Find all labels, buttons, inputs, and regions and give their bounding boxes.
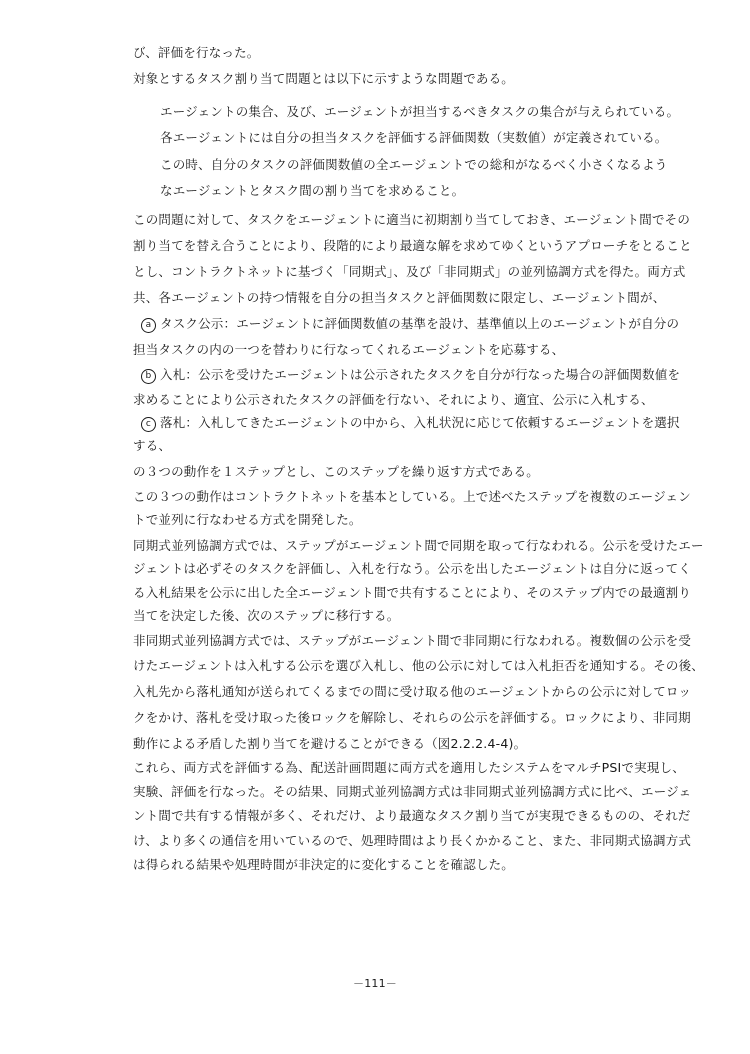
text-line: 共、各エージェントの持つ情報を自分の担当タスクと評価関数に限定し、エージェント間が、 <box>133 290 666 305</box>
text-line: する、 <box>133 438 172 453</box>
text-line: 求めることにより公示されたタスクの評価を行ない、それにより、適宜、公示に入札する、 <box>133 392 654 407</box>
text-line: ジェントは必ずそのタスクを評価し、入札を行なう。公示を出したエージェントは自分に返ってく <box>133 561 692 576</box>
text-line: とし、コントラクトネットに基づく「同期式」、及び「非同期式」の並列協調方式を得た。両方式 <box>133 264 686 279</box>
text-line: 実験、評価を行なった。その結果、同期式並列協調方式は非同期式並列協調方式に比べ、エージェ <box>133 784 692 799</box>
definition-line: この時、自分のタスクの評価関数値の全エージェントでの総和がなるべく小さくなるよう <box>160 157 668 172</box>
definition-line: なエージェントとタスク間の割り当てを求めること。 <box>160 183 465 198</box>
text-line: 入札先から落札通知が送られてくるまでの間に受け取る他のエージェントからの公示に対してロッ <box>133 684 692 699</box>
text-line: 動作による矛盾した割り当てを避けることができる（図2.2.2.4-4)。 <box>133 736 527 751</box>
text-line: この問題に対して、タスクをエージェントに適当に初期割り当てしておき、エージェント間でその <box>133 212 691 227</box>
circled-a-marker: a <box>141 318 156 333</box>
text-line: び、評価を行なった。 <box>133 45 260 60</box>
list-item-text: 入札：公示を受けたエージェントは公示されたタスクを自分が行なった場合の評価関数値を <box>160 367 681 382</box>
text-line: ント間で共有する情報が多く、それだけ、より最適なタスク割り当てが実現できるものの、それだ <box>133 808 691 823</box>
text-line: クをかけ、落札を受け取った後ロックを解除し、それらの公示を評価する。ロックにより、非同期 <box>133 710 691 725</box>
text-line: 非同期式並列協調方式では、ステップがエージェント間で非同期に行なわれる。複数個の公示を受 <box>133 633 692 648</box>
text-line: 割り当てを替え合うことにより、段階的により最適な解を求めてゆくというアプローチをとること <box>133 238 692 253</box>
text-line: けたエージェントは入札する公示を選び入札し、他の公示に対しては入札拒否を通知する。その後、 <box>133 658 705 673</box>
list-item-announce <box>141 316 679 333</box>
text-line: 担当タスクの内の一つを替わりに行なってくれるエージェントを応募する、 <box>133 342 565 357</box>
text-line: この３つの動作はコントラクトネットを基本としている。上で述べたステップを複数のエージェン <box>133 489 691 504</box>
list-item-bid <box>141 367 680 384</box>
text-line: け、より多くの通信を用いているので、処理時間はより長くかかること、また、非同期式協調方式 <box>133 833 692 848</box>
circled-b-marker: b <box>141 369 156 384</box>
text-line: 同期式並列協調方式では、ステップがエージェント間で同期を取って行なわれる。公示を受けたエー <box>133 538 704 553</box>
page-number: －111－ <box>353 977 397 990</box>
text-line: これら、両方式を評価する為、配送計画問題に両方式を適用したシステムをマルチPSIで実現し、 <box>133 760 685 775</box>
text-line: は得られる結果や処理時間が非決定的に変化することを確認した。 <box>133 857 515 872</box>
text-line: 対象とするタスク割り当て問題とは以下に示すような問題である。 <box>133 71 515 86</box>
text-line: 当てを決定した後、次のステップに移行する。 <box>133 608 400 623</box>
definition-line: エージェントの集合、及び、エージェントが担当するべきタスクの集合が与えられている。 <box>160 104 680 119</box>
list-item-text: タスク公示：エージェントに評価関数値の基準を設け、基準値以上のエージェントが自分の <box>160 316 680 331</box>
list-item-text: 落札：入札してきたエージェントの中から、入札状況に応じて依頼するエージェントを選択 <box>160 415 680 430</box>
text-line: の３つの動作を１ステップとし、このステップを繰り返す方式である。 <box>133 464 539 479</box>
list-item-award <box>141 415 680 432</box>
text-line: る入札結果を公示に出した全エージェント間で共有することにより、そのステップ内での最適割り <box>133 585 692 600</box>
definition-line: 各エージェントには自分の担当タスクを評価する評価関数（実数値）が定義されている。 <box>160 130 668 145</box>
circled-c-marker: c <box>141 417 156 432</box>
text-line: トで並列に行なわせる方式を開発した。 <box>133 512 362 527</box>
